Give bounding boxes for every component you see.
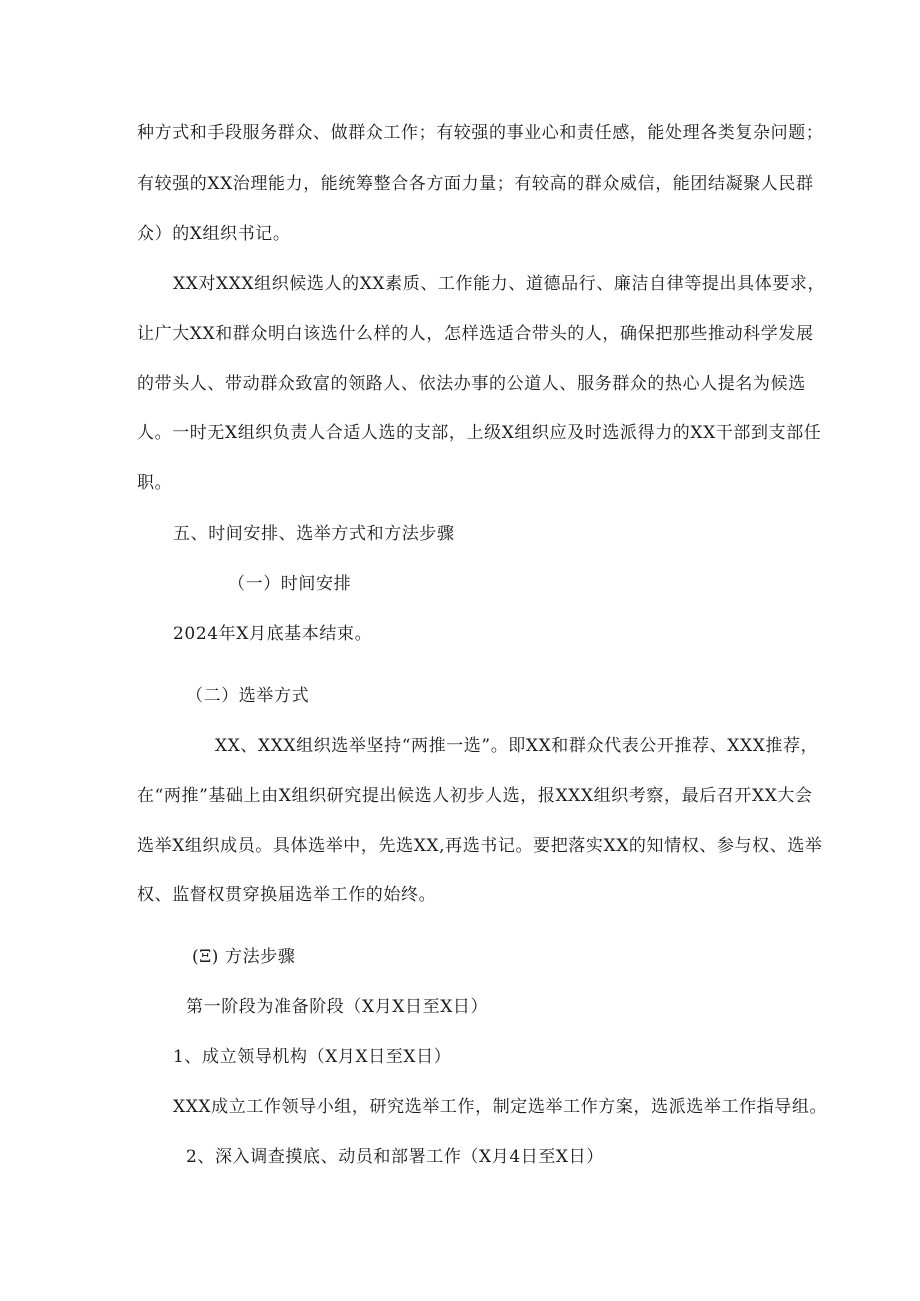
stage-heading: 第一阶段为准备阶段（X月X日至X日） [186,997,489,1017]
paragraph-line: 选举X组织成员。具体选举中，先选XX,再选书记。要把落实XX的知情权、参与权、选举 [137,836,823,856]
paragraph-line: 在“两推”基础上由X组织研究提出候选人初步人选，报XXX组织考察，最后召开XX大会 [137,786,813,806]
paragraph-line: 2024年X月底基本结束。 [173,624,373,644]
paragraph-line: XX、XXX组织选举坚持“两推一选”。即XX和群众代表公开推荐、XXX推荐， [215,736,819,756]
paragraph-line: XXX成立工作领导小组，研究选举工作，制定选举工作方案，选派选举工作指导组。 [173,1097,828,1117]
subsection-heading: (Ξ) 方法步骤 [192,947,296,967]
paragraph-line: XX对XXX组织候选人的XX素质、工作能力、道德品行、廉洁自律等提出具体要求， [173,274,826,294]
paragraph-line: 让广大XX和群众明白该选什么样的人，怎样选适合带头的人，确保把那些推动科学发展 [137,324,814,344]
paragraph-line: 种方式和手段服务群众、做群众工作；有较强的事业心和责任感，能处理各类复杂问题； [137,123,824,143]
paragraph-line: 权、监督权贯穿换届选举工作的始终。 [137,885,437,905]
paragraph-line: 人。一时无X组织负责人合适人选的支部，上级X组织应及时选派得力的XX干部到支部任 [137,423,822,443]
subsection-heading: （二）选举方式 [186,686,310,706]
step-heading: 1、成立领导机构（X月X日至X日） [173,1047,452,1067]
paragraph-line: 有较强的XX治理能力，能统筹整合各方面力量；有较高的群众威信，能团结凝聚人民群 [137,174,814,194]
paragraph-line: 职。 [137,473,173,493]
paragraph-line: 众）的X组织书记。 [137,224,291,244]
section-heading: 五、时间安排、选举方式和方法步骤 [173,524,455,544]
paragraph-line: 的带头人、带动群众致富的领路人、依法办事的公道人、服务群众的热心人提名为候选 [137,374,806,394]
subsection-heading: （一）时间安排 [228,574,352,594]
step-heading: 2、深入调查摸底、动员和部署工作（X月4日至X日） [186,1147,604,1167]
